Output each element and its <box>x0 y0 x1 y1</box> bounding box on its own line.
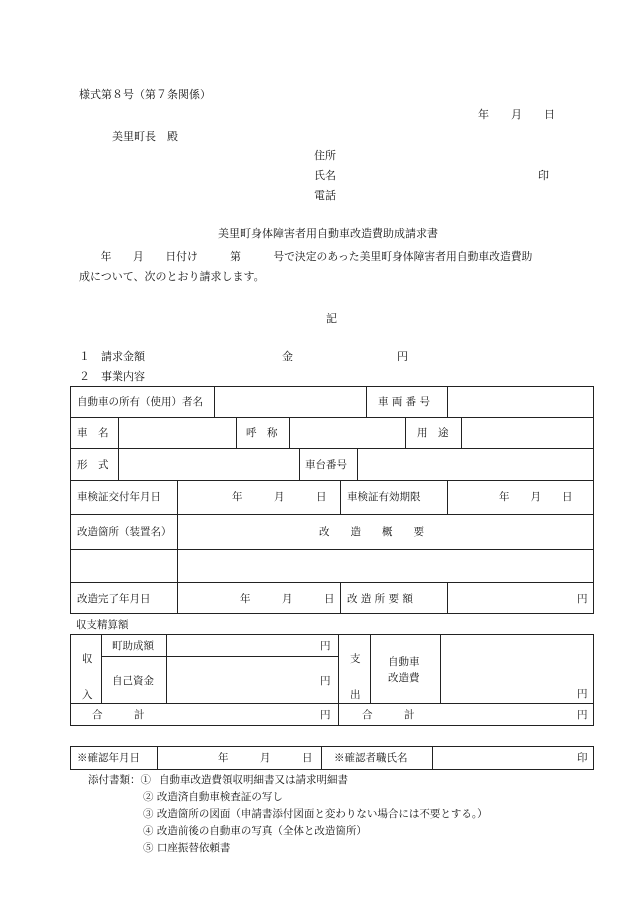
chassis-label: 車台番号 <box>305 459 347 471</box>
confirmer-seal: 印 <box>577 752 588 764</box>
inspection-valid-label: 車検証有効期限 <box>347 491 421 503</box>
attachment-item: ⑤ 口座振替依頼書 <box>143 842 231 854</box>
inspection-issue-ymd: 年 月 日 <box>232 491 327 503</box>
body-line-2: 成について、次のとおり請求します。 <box>79 270 265 283</box>
inspection-issue-date-label: 車検証交付年月日 <box>77 491 161 503</box>
body-line-1: 年 月 日付け 第 号で決定のあった美里町身体障害者用自動車改造費助 <box>79 250 533 263</box>
confirmation-date-label: ※確認年月日 <box>77 752 140 764</box>
completion-date-label: 改造完了年月日 <box>77 593 151 605</box>
subsidy-yen: 円 <box>320 640 331 652</box>
plate-label: 車 両 番 号 <box>378 396 431 408</box>
address-label: 住所 <box>314 149 336 162</box>
expense-label: 支 出 <box>350 653 361 701</box>
confirmer-name-label: ※確認者職氏名 <box>334 752 408 764</box>
car-name-label: 車 名 <box>77 427 109 439</box>
seal-mark: 印 <box>538 169 549 182</box>
modification-cost-yen: 円 <box>577 593 588 605</box>
call-name-label: 呼 称 <box>246 427 278 439</box>
income-total-label: 合 計 <box>92 709 145 721</box>
own-funds-yen: 円 <box>320 675 331 687</box>
attachment-item: ③ 改造箇所の図面（申請書添付図面と変わりない場合には不要とする。） <box>143 808 488 820</box>
subsidy-label: 町助成額 <box>112 640 154 652</box>
inspection-valid-ymd: 年 月 日 <box>499 491 573 503</box>
amount-kin: 金 <box>282 350 293 363</box>
form-number: 様式第８号（第７条関係） <box>79 88 211 101</box>
modification-overview-label: 改 造 概 要 <box>319 526 424 538</box>
attachment-item: ④ 改造前後の自動車の写真（全体と改造箇所） <box>143 825 367 837</box>
name-label: 氏名 <box>314 169 336 182</box>
ki-mark: 記 <box>326 312 337 325</box>
own-funds-label: 自己資金 <box>112 675 154 687</box>
document-title: 美里町身体障害者用自動車改造費助成請求書 <box>218 227 438 240</box>
confirmation-ymd: 年 月 日 <box>218 752 313 764</box>
item-business-content: ２ 事業内容 <box>79 370 145 383</box>
expense-total-label: 合 計 <box>362 709 415 721</box>
completion-ymd: 年 月 日 <box>240 593 335 605</box>
settlement-label: 収支精算額 <box>76 619 129 631</box>
vehicle-modification-yen: 円 <box>577 688 588 700</box>
addressee: 美里町長 殿 <box>112 130 178 143</box>
attachment-item: 自動車改造費領収明細書又は請求明細書 <box>159 774 348 786</box>
use-label: 用 途 <box>417 427 449 439</box>
amount-yen: 円 <box>397 350 408 363</box>
model-label: 形 式 <box>77 459 109 471</box>
income-label: 収 入 <box>82 653 93 701</box>
attachment-item: ② 改造済自動車検査証の写し <box>143 791 283 803</box>
attachments-lead: 添付書類：① <box>88 774 151 786</box>
vehicle-modification-cost-label: 自動車 改造費 <box>388 656 420 684</box>
expense-total-yen: 円 <box>577 709 588 721</box>
date-line: 年 月 日 <box>478 108 555 121</box>
item-request-amount: １ 請求金額 <box>79 350 145 363</box>
phone-label: 電話 <box>314 189 336 202</box>
modification-cost-label: 改 造 所 要 額 <box>347 593 413 605</box>
modification-place-label: 改造箇所（装置名） <box>77 526 172 538</box>
income-total-yen: 円 <box>320 709 331 721</box>
owner-label: 自動車の所有（使用）者名 <box>77 396 203 408</box>
